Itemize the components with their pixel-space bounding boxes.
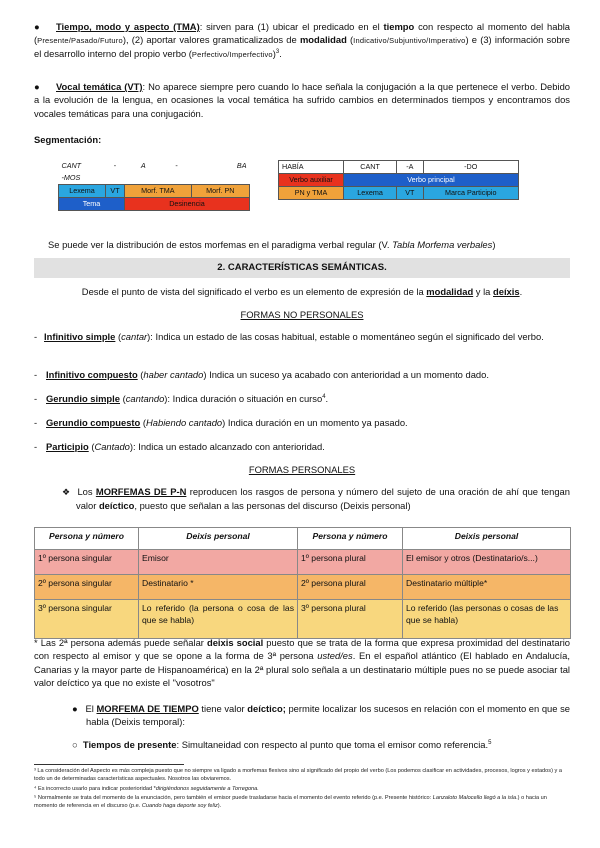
table-header: Persona y número <box>298 528 403 550</box>
tma-text: . <box>279 47 282 59</box>
seg-cell-auxiliar: Verbo auxiliar <box>279 174 344 187</box>
bullet: ● <box>34 21 40 32</box>
tma-smallcaps: Perfectivo/Imperfectivo <box>191 49 273 59</box>
seg-cell-vt: VT <box>106 185 125 198</box>
circle-bullet-icon: ○ <box>72 739 78 750</box>
vt-term: Vocal temática (VT) <box>56 81 143 92</box>
section-title: 2. CARACTERÍSTICAS SEMÁNTICAS. <box>34 258 570 278</box>
term: Gerundio compuesto <box>46 417 141 428</box>
footnote-example: Lanzaloto Malocello llegó a la isla <box>432 795 517 801</box>
list-item: - Infinitivo compuesto (haber cantado) Indica un suceso ya acabado con anterioridad a un momento dado. <box>34 369 489 380</box>
table-cell: Destinatario * <box>139 575 298 600</box>
footnote-text: ⁴ Es incorrecto usarlo para indicar posterioridad * <box>34 786 156 792</box>
example: Cantado <box>94 441 130 452</box>
seg-cell: CANT <box>61 160 82 170</box>
table-cell: 1º persona plural <box>298 550 403 575</box>
pn-term: MORFEMAS DE P-N <box>95 486 187 497</box>
example: haber cantado <box>143 369 204 380</box>
dist-text: ) <box>492 239 496 250</box>
pn-text: , puesto que señalan a las personas del discurso (Deixis personal) <box>134 499 411 511</box>
table-header: Persona y número <box>35 528 139 550</box>
tiempo-text: permite localizar los sucesos en relación con el momento en que se habla (Deixis temporal): <box>86 703 570 728</box>
term: Gerundio simple <box>46 393 120 404</box>
seg-cell: A <box>140 160 146 170</box>
table-cell: El emisor y otros (Destinatario/s...) <box>403 550 571 575</box>
table-row <box>35 600 571 639</box>
footnote-example: dirigiéndonos seguidamente a Torregona. <box>155 786 259 792</box>
note-text: . En el español atlántico (El hablado en Andalucía, Canarias y la mayor parte de Hispanoamérica) en la 2ª plural solo señala a un destinatario múltiple pues no se puede asociar tal valor deíctico ya que no existe el "vosotros" <box>34 650 570 689</box>
term: Infinitivo simple <box>44 331 116 342</box>
term: Participio <box>46 441 89 452</box>
seg-cell: BA <box>236 160 247 170</box>
tiempo-text: El <box>85 703 97 714</box>
segmentation-label: Segmentación: <box>34 134 102 145</box>
deictico-term: deíctico; <box>247 703 286 714</box>
table-cell: 3º persona singular <box>35 600 139 639</box>
seg-cell-principal: Verbo principal <box>344 174 519 187</box>
pn-text: Los <box>77 486 96 497</box>
table-row <box>35 550 571 575</box>
deixis-term: deíxis <box>493 286 520 297</box>
seg-cell-vt: VT <box>397 187 423 200</box>
definition: Indica duración en un momento ya pasado. <box>225 417 408 428</box>
note-text: * Las 2ª persona además puede señalar <box>34 637 207 648</box>
seg-cell-participio: Marca Participio <box>423 187 518 200</box>
table-cell: 2º persona plural <box>298 575 403 600</box>
pn-paragraph <box>62 485 570 512</box>
segmentation-table-cantabamos <box>58 160 250 211</box>
bullet: ● <box>72 703 78 714</box>
term: Infinitivo compuesto <box>46 369 138 380</box>
footnote-3: ³ La consideración del Aspecto es más compleja puesto que no siempre va ligado a morfemas flexivos sino al significado del propio del verbo (Los podemos clasificar en actividades, procesos, logros y estados) y a todo un de determinadas características aspectuales. Nosotros las obviaremos. <box>34 768 562 783</box>
footnote-ref[interactable]: 4 <box>322 393 326 400</box>
definition: Indica un suceso ya acabado con anterioridad a un momento dado. <box>206 369 489 380</box>
dash: - <box>34 393 38 404</box>
tma-term: Tiempo, modo y aspecto (TMA) <box>56 21 200 32</box>
dash: - <box>34 369 38 380</box>
deixis-social-note <box>34 636 570 689</box>
tma-smallcaps: Indicativo/Subjuntivo/Imperativo <box>353 36 466 46</box>
tma-paragraph <box>34 20 570 61</box>
heading-formas-no-personales: FORMAS NO PERSONALES <box>240 309 364 320</box>
example: cantando <box>125 393 165 404</box>
seg-cell-pn: Morf. PN <box>191 185 249 198</box>
table-row <box>35 575 571 600</box>
deixis-social-term: deixis social <box>206 637 264 648</box>
seg-cell-tema: Tema <box>59 198 125 211</box>
dist-text: Se puede ver la distribución de estos morfemas en el paradigma verbal regular (V. <box>48 239 393 250</box>
footnote-ref[interactable]: 3 <box>275 48 280 55</box>
list-item: - Gerundio simple (cantando): Indica duración o situación en curso$^4$. <box>34 393 329 404</box>
vt-text: : No aparece siempre pero cuando lo hace señala la conjugación a la que pertenece el verbo. Debido a la evolución de la lengua, en ocasiones la vocal temática ha sufrido cambios en determinados tiempos y encontramos dos vocales temáticas para una conjugación. <box>34 81 570 119</box>
tma-text: con respecto al momento del habla ( <box>34 21 570 46</box>
seg-cell: -MOS <box>61 172 81 182</box>
seg-cell: HABÍA <box>279 161 344 174</box>
heading-formas-personales: FORMAS PERSONALES <box>248 464 356 475</box>
table-cell: Lo referido (las personas o cosas de las que se habla) <box>403 600 571 639</box>
definition: : Indica un estado alcanzado con anterioridad. <box>133 441 325 452</box>
tma-text: ) <box>272 47 276 59</box>
seg-cell-pn-tma: PN y TMA <box>279 187 344 200</box>
tiempo-term: MORFEMA DE TIEMPO <box>96 703 199 714</box>
list-item: - Participio (Cantado): Indica un estado alcanzado con anterioridad. <box>34 441 325 452</box>
presente-item <box>72 738 570 751</box>
semantic-text: y la <box>473 286 493 297</box>
modalidad-term: modalidad <box>299 34 347 46</box>
tiempo-paragraph <box>72 702 570 729</box>
footnote-divider <box>34 764 184 765</box>
presente-term: Tiempos de presente <box>82 739 177 750</box>
modalidad-term: modalidad <box>426 286 474 297</box>
table-header: Deixis personal <box>403 528 571 550</box>
list-item: - Gerundio compuesto (Habiendo cantado) Indica duración en un momento ya pasado. <box>34 417 408 428</box>
seg-cell: -A <box>397 161 423 174</box>
pn-text: reproducen los rasgos de persona y número del sujeto de una oración de ahí que tengan valor <box>76 486 570 511</box>
note-text: puesto que se trata de la forma que expresa proximidad del destinatario con respecto al emisor y que se opone a la forma de 3ª persona <box>34 637 571 662</box>
table-cell: 1º persona singular <box>35 550 139 575</box>
bullet: ● <box>34 81 40 92</box>
footnote-example: Cuando haga deporte soy feliz <box>141 803 218 810</box>
tma-text: ( <box>346 34 354 46</box>
seg-cell-lexema: Lexema <box>59 185 106 198</box>
definition: : Indica duración o situación en curso <box>167 393 323 404</box>
segmentation-table-habia-cantado <box>278 160 519 200</box>
tma-text: : sirven para (1) ubicar el predicado en el <box>199 21 384 32</box>
table-header: Deixis personal <box>139 528 298 550</box>
dash: - <box>34 441 38 452</box>
tma-text: ) e (3) información sobre el desarrollo interno del propio verbo ( <box>34 34 570 59</box>
dash: - <box>34 417 38 428</box>
table-cell: Lo referido (la persona o cosa de las que se habla) <box>139 600 298 639</box>
footnote-text: ). <box>217 803 222 810</box>
example: Habiendo cantado <box>146 417 223 428</box>
footnote-text: .) o hacia un momento de referencia en el discurso (p.e. <box>34 795 547 810</box>
vt-paragraph <box>34 80 570 120</box>
seg-cell: CANT <box>344 161 397 174</box>
tiempo-text: tiene valor <box>198 703 248 714</box>
usted-term: usted/es <box>317 650 353 662</box>
semantic-text: Desde el punto de vista del significado el verbo es un elemento de expresión de la <box>81 286 427 297</box>
seg-cell-lexema: Lexema <box>344 187 397 200</box>
seg-cell: - <box>113 160 117 170</box>
tma-text: ), (2) aportar valores gramaticalizados de <box>122 34 300 46</box>
deictico-term: deíctico <box>98 499 135 511</box>
definition: : Indica un estado de las cosas habitual, estable o momentáneo según el significado del verbo. <box>150 331 544 342</box>
footnote-5 <box>34 794 570 810</box>
presente-text: : Simultaneidad con respecto al punto que toma el emisor como referencia. <box>176 739 489 750</box>
semantic-intro <box>34 285 570 298</box>
tiempo-term: tiempo <box>383 21 415 32</box>
table-cell: Destinatario múltiple* <box>403 575 571 600</box>
example: cantar <box>121 331 148 342</box>
table-cell: 3º persona plural <box>298 600 403 639</box>
distribution-note <box>48 238 568 251</box>
table-reference-link[interactable]: Tabla Morfema verbales <box>392 239 493 250</box>
footnote-ref[interactable]: 5 <box>488 739 492 746</box>
footnote-text: ⁵ Normalmente se trata del momento de la enunciación, pero también el emisor puede trasladarse hacia el momento del evento referido (p.e. Presente histórico: <box>34 795 433 801</box>
diamond-bullet-icon: ❖ <box>62 487 71 497</box>
table-cell: 2º persona singular <box>35 575 139 600</box>
seg-cell: -DO <box>423 161 518 174</box>
table-cell: Emisor <box>139 550 298 575</box>
semantic-text: . <box>519 286 523 297</box>
dash: - <box>34 331 38 342</box>
seg-cell-tma: Morf. TMA <box>125 185 192 198</box>
list-item: - Infinitivo simple (cantar): Indica un estado de las cosas habitual, estable o momentáneo según el significado del verbo. <box>34 331 544 342</box>
seg-cell-desinencia: Desinencia <box>125 198 250 211</box>
persona-table <box>34 527 571 639</box>
tma-smallcaps: Presente/Pasado/Futuro <box>37 36 123 46</box>
seg-cell: - <box>175 160 178 170</box>
footnote-4 <box>34 785 570 793</box>
